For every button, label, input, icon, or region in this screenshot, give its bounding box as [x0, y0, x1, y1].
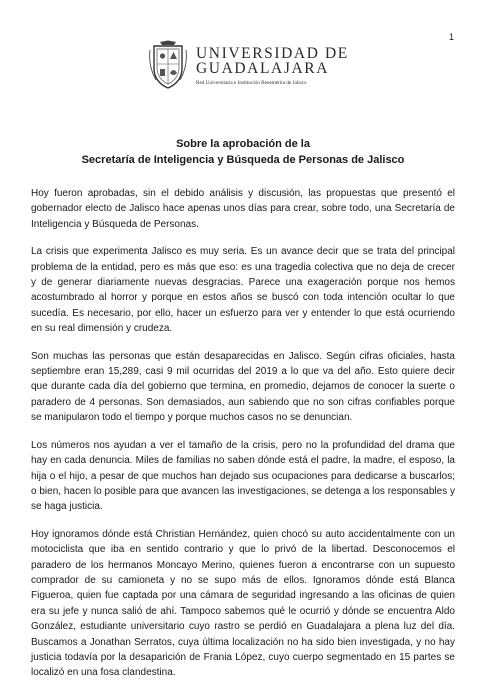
university-name-line2: GUADALAJARA — [196, 60, 329, 77]
title-line-1: Sobre la aprobación de la — [176, 138, 310, 150]
document-body — [31, 186, 455, 693]
page-number: 1 — [448, 32, 454, 42]
paragraph: Los números nos ayudan a ver el tamaño de la crisis, pero no la profundidad del drama que hay en cada denuncia. Miles de familias no saben dónde está el padre, la madre, el esposo, la hija o el hijo, a pesar de que muchos han dejado sus ocupaciones para dedicarse a buscarlos; o bien, hacen lo posible para que avancen las investigaciones, se detenga a los responsables y se haga justicia. — [31, 439, 455, 513]
paragraph: Hoy fueron aprobadas, sin el debido análisis y discusión, las propuestas que presentó el gobernador electo de Jalisco hace apenas unos días para crear, sobre todo, una Secretaría de Inteligencia y Búsqueda de Personas. — [31, 188, 455, 230]
university-seal-icon — [148, 40, 188, 90]
document-title — [0, 136, 486, 168]
university-subtitle: Red Universitaria e Institución Benemérita de Jalisco — [196, 80, 307, 86]
letterhead — [148, 40, 349, 90]
title-line-2: Secretaría de Inteligencia y Búsqueda de Personas de Jalisco — [81, 154, 405, 166]
paragraph: Son muchas las personas que están desaparecidas en Jalisco. Según cifras oficiales, hasta septiembre eran 15,289, casi 9 mil ocurridas del 2019 a lo que va del año. Esto quiere decir que durante cada día del gobierno que termina, en promedio, dejamos de conocer la suerte o paradero de 4 personas. Son demasiados, aun sabiendo que no son cifras confiables porque se manipularon todo el tiempo y porque muchos casos no se denuncian. — [31, 350, 455, 424]
paragraph: Hoy ignoramos dónde está Christian Hernández, quien chocó su auto accidentalmente con un motociclista que iba en sentido contrario y que lo privó de la libertad. Desconocemos el paradero de los hermanos Moncayo Merino, quienes fueron a encontrarse con un supuesto comprador de su camioneta y no se supo más de ellos. Ignoramos dónde está Blanca Figueroa, quien fue captada por una cámara de seguridad ingresando a las oficinas de quien era su jefe y nunca salió de ahí. Tampoco sabemos qué le ocurrió y dónde se encuentra Aldo González, estudiante universitario cuyo rastro se perdió en Guadalajara a plena luz del día. Buscamos a Jonathan Serratos, cuya última localización no ha sido bien investigada, y no hay justicia todavía por la desaparición de Frania López, cuyo cuerpo segmentado en 15 partes se localizó en una fosa clandestina. — [31, 528, 455, 679]
university-name-line1: UNIVERSIDAD DE — [196, 45, 349, 62]
paragraph: La crisis que experimenta Jalisco es muy seria. Es un avance decir que se trata del principal problema de la entidad, pero es más que eso: es una tragedia colectiva que no deja de crecer y de generar diariamente nuevas desgracias. Parece una exageración porque nos hemos acostumbrado al horror y porque en estos años se buscó con toda intención ocultar lo que sucedía. Es necesario, por ello, hacer un esfuerzo para ver y entender lo que está ocurriendo en su real dimensión y crudeza. — [31, 246, 455, 335]
